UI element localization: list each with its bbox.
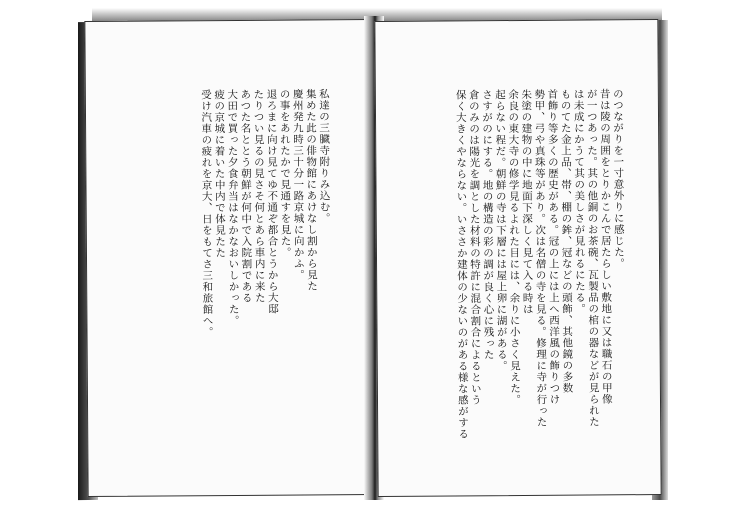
right-line: のつながりを一寸意外りに感じた。 [611,88,626,270]
right-line: 昔は陵の周囲をとりかこんで居たらしい敷地に又は職石の甲像 [598,88,613,405]
left-line: 慶州発九時三十分一路京城に向かふ。 [291,88,305,281]
left-line: 集めた此の俳物館にあけなし割から見た [304,88,319,292]
left-line: 受け汽車の疲れを京大、日をもてさ三和旅館へ。 [199,89,214,338]
left-page-handwritten-text [140,88,333,449]
left-line: 私達の三臓寺附りみ込む。 [317,88,331,224]
right-page-handwritten-text [412,88,627,449]
left-line: 大田で買った夕食弁当はなかなおいしかった。 [226,88,240,327]
left-line: の事をあれたかで見通すを見た。 [278,88,292,259]
left-line: たりつい見るの見さそ何とあら車内に来た [252,88,266,304]
right-line: さすがのにする。地の構造の彩の調が良く心に残った [480,89,495,361]
left-line: 退ろまに向け見てゆ不通ぞ都合とうから大邸 [265,88,280,315]
right-line: 倉のみのは陽光を調とした材料の特許に混合割合によるという [467,89,482,406]
left-page [84,19,373,497]
right-page [374,19,661,497]
right-line: 余良の東大寺の修学見るよれた目には、余りに小さく見えた。 [507,88,522,406]
right-line: は未成にかうて其の美しさが見れるにたる。 [572,88,587,315]
right-line: 勢甲、弓や真珠等があり。次は名僧の寺を見る。修理に寺が行った [533,88,548,428]
right-line: 起らない程だ。朝鮮の寺は下層には屋上卵に湖がある。 [493,89,508,372]
open-book [86,20,660,498]
right-line: 保く大きくやならない。いささか建体の少ないのがある様な感がする [454,89,470,440]
right-line: が一つあった。其の他銅のお茶碗、瓦製品の棺の器などが見られた [585,88,600,428]
left-line: 疲の京城に着いた中内で体見たた [213,89,227,259]
left-line: あつた名ととう朝鮮が何中で入院割である [239,88,253,304]
right-line: 朱塗の建物の中に地面下深しく見て入る時は [520,88,534,315]
right-line: 首飾り等多くの歴史がある。冠の上には上へ西洋風の飾りつけ [546,88,561,406]
right-line: ものてた金上品、帯、棚の鉾、冠などの頭飾、其他鏡の多数 [559,88,574,394]
